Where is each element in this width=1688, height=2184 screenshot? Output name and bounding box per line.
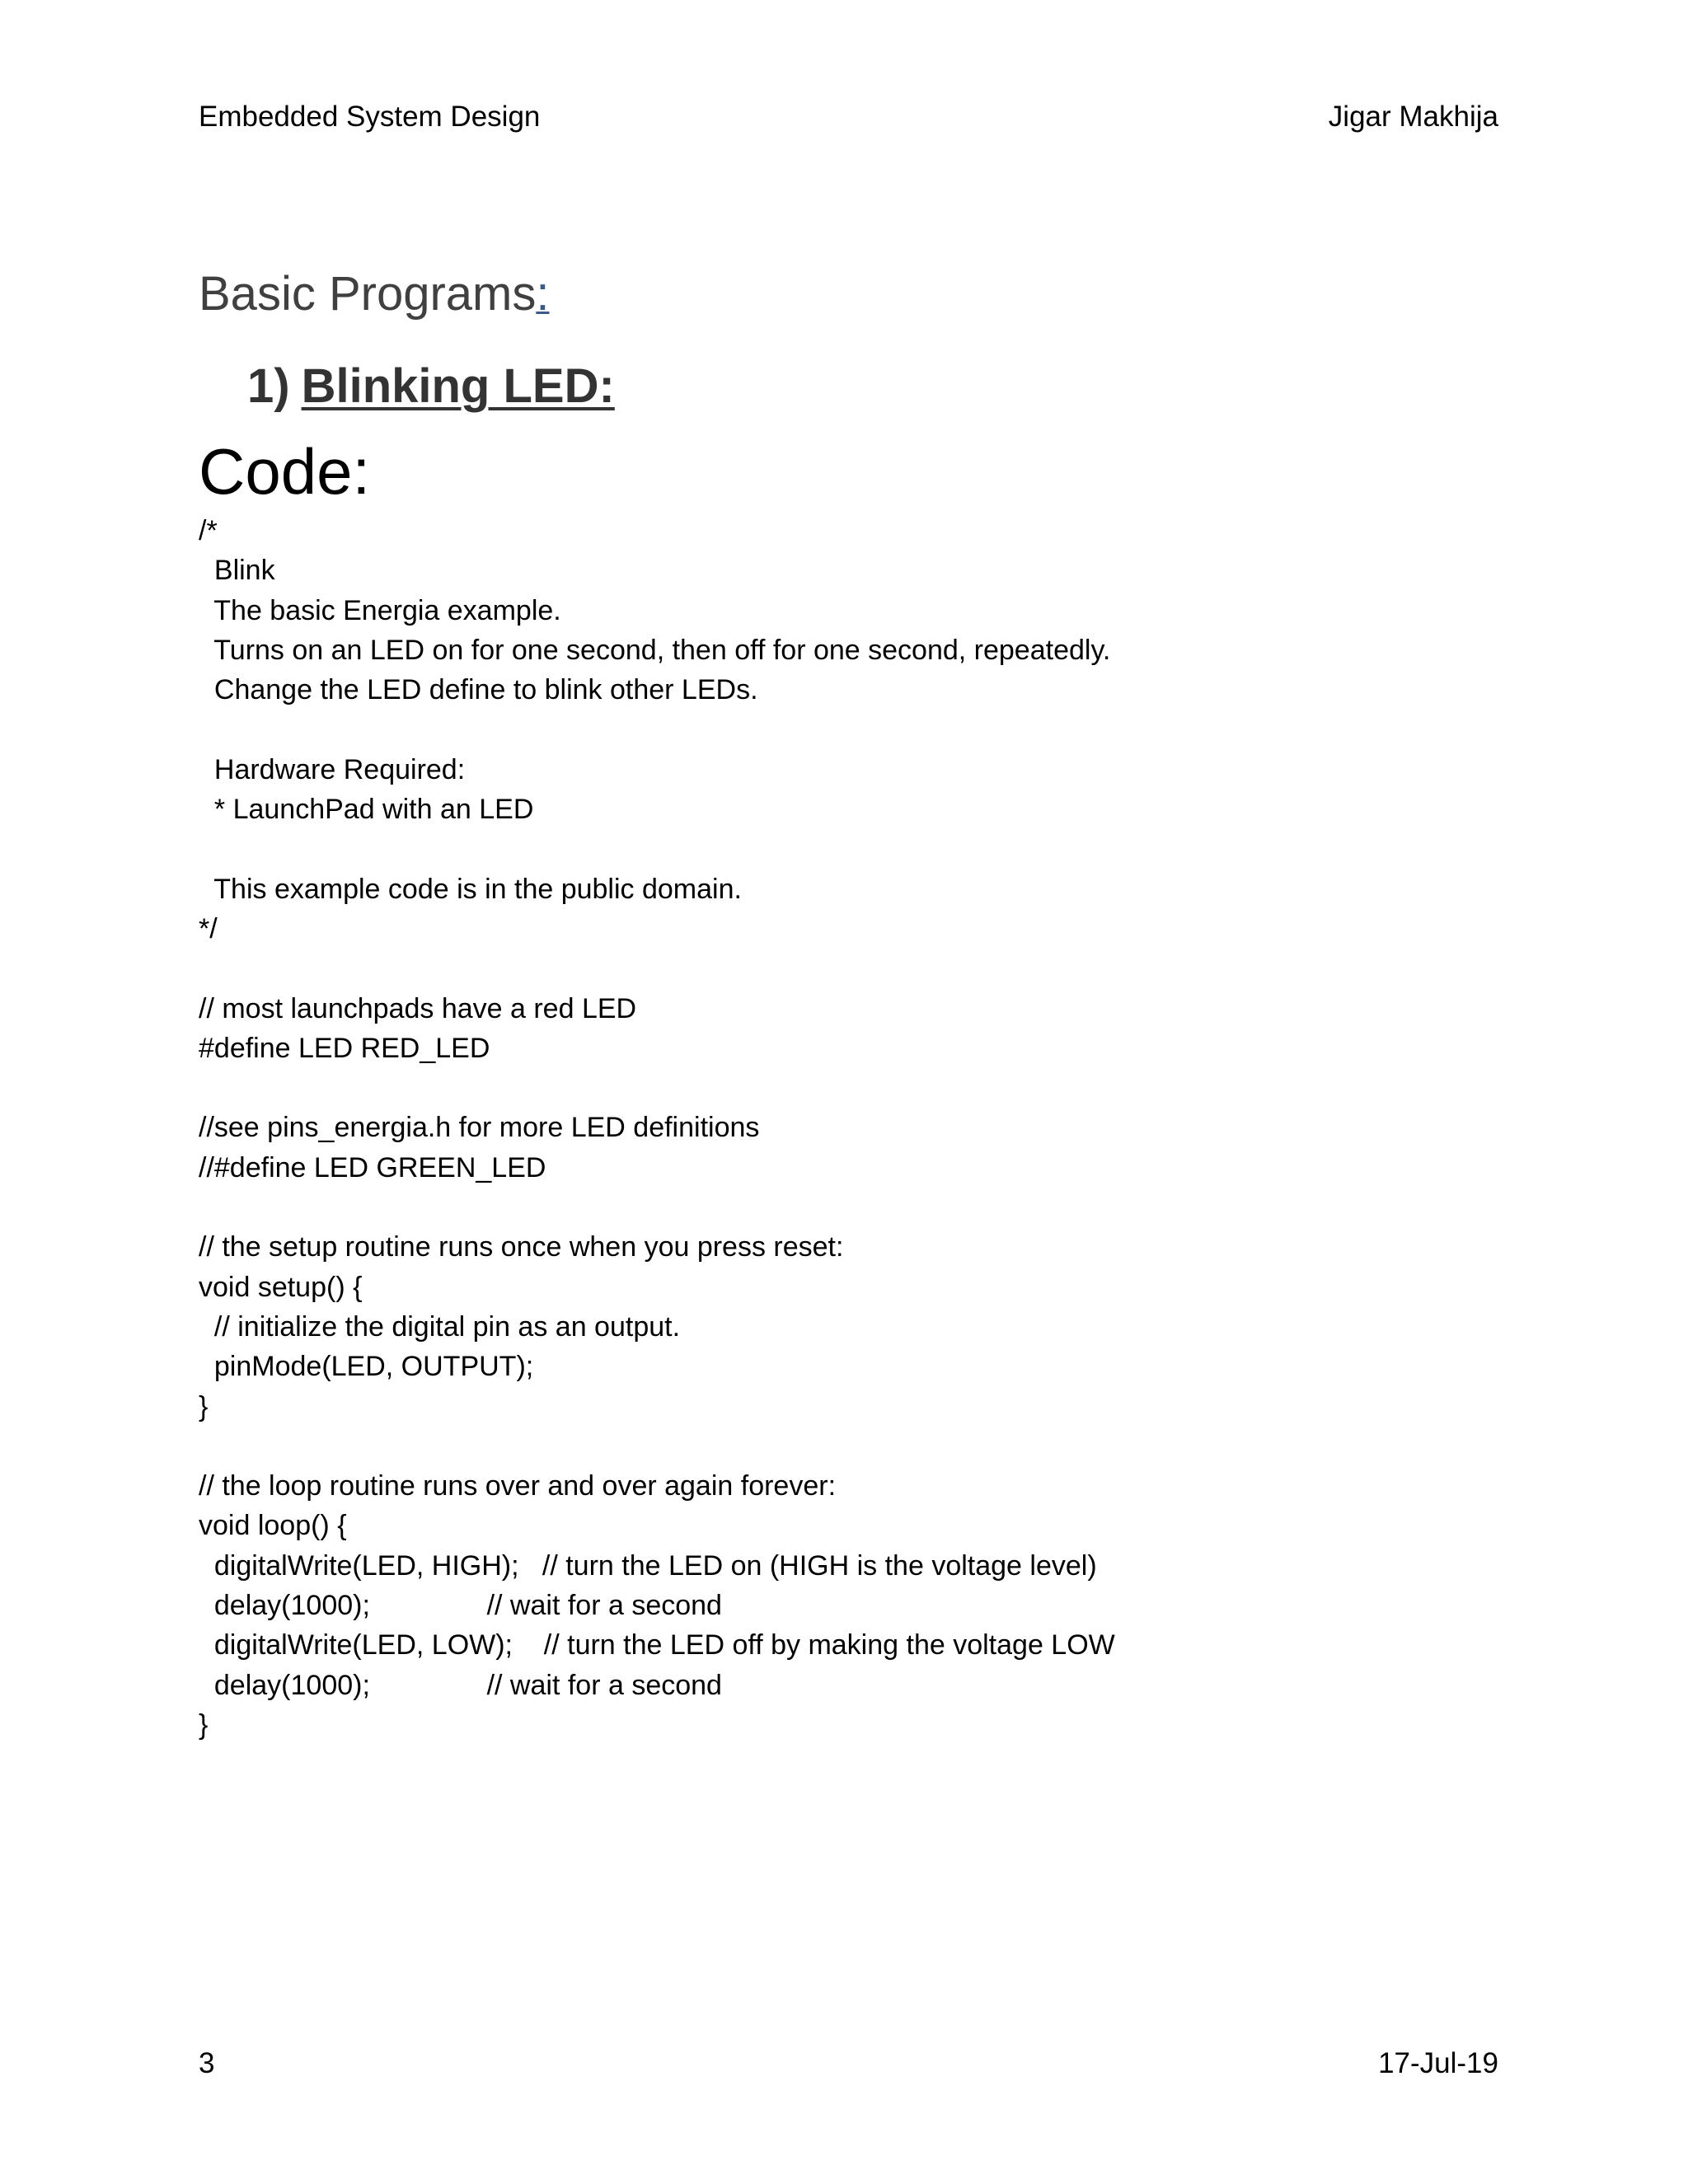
section-title-colon: : xyxy=(536,267,550,321)
numbered-heading xyxy=(247,358,615,415)
code-line: // the setup routine runs once when you press reset: xyxy=(199,1231,844,1263)
code-line: digitalWrite(LED, HIGH); // turn the LED on (HIGH is the voltage level) xyxy=(199,1549,1097,1582)
code-line xyxy=(199,1068,1517,1108)
code-line: void setup() { xyxy=(199,1271,363,1303)
code-line: Turns on an LED on for one second, then off for one second, repeatedly. xyxy=(199,634,1111,666)
section-title-text: Basic Programs xyxy=(199,267,537,321)
code-line: } xyxy=(199,1708,209,1741)
code-line: delay(1000); // wait for a second xyxy=(199,1590,722,1622)
code-line xyxy=(199,1188,1517,1227)
heading-label: Blinking LED: xyxy=(301,359,615,413)
footer-page-number: 3 xyxy=(199,2047,215,2079)
code-line: delay(1000); // wait for a second xyxy=(199,1669,722,1701)
code-line: Hardware Required: xyxy=(199,753,466,785)
header-author: Jigar Makhija xyxy=(1328,101,1498,133)
code-line: #define LED RED_LED xyxy=(199,1032,490,1064)
code-line xyxy=(199,1427,1517,1466)
code-line: * LaunchPad with an LED xyxy=(199,794,534,826)
code-line xyxy=(199,710,1517,749)
code-line: */ xyxy=(199,912,218,944)
code-heading: Code: xyxy=(199,435,371,508)
code-line: //#define LED GREEN_LED xyxy=(199,1151,546,1183)
code-line: //see pins_energia.h for more LED definitions xyxy=(199,1112,760,1144)
section-title xyxy=(199,265,549,323)
code-line xyxy=(199,949,1517,988)
footer-date: 17-Jul-19 xyxy=(1378,2047,1498,2079)
code-line: This example code is in the public domain. xyxy=(199,873,742,905)
header-document-title: Embedded System Design xyxy=(199,101,541,133)
heading-number: 1) xyxy=(247,359,290,413)
code-line: // the loop routine runs over and over again forever: xyxy=(199,1470,837,1502)
code-line xyxy=(199,829,1517,869)
code-line: void loop() { xyxy=(199,1510,347,1542)
code-line: // initialize the digital pin as an output. xyxy=(199,1310,681,1343)
code-line: Change the LED define to blink other LEDs. xyxy=(199,674,758,706)
code-block xyxy=(199,511,1517,1745)
code-line: /* xyxy=(199,515,218,546)
code-line: Blink xyxy=(199,555,275,587)
code-line: } xyxy=(199,1390,209,1422)
code-line: The basic Energia example. xyxy=(199,594,561,626)
code-line: pinMode(LED, OUTPUT); xyxy=(199,1351,534,1383)
code-line: digitalWrite(LED, LOW); // turn the LED off by making the voltage LOW xyxy=(199,1629,1115,1661)
code-line: // most launchpads have a red LED xyxy=(199,992,637,1024)
